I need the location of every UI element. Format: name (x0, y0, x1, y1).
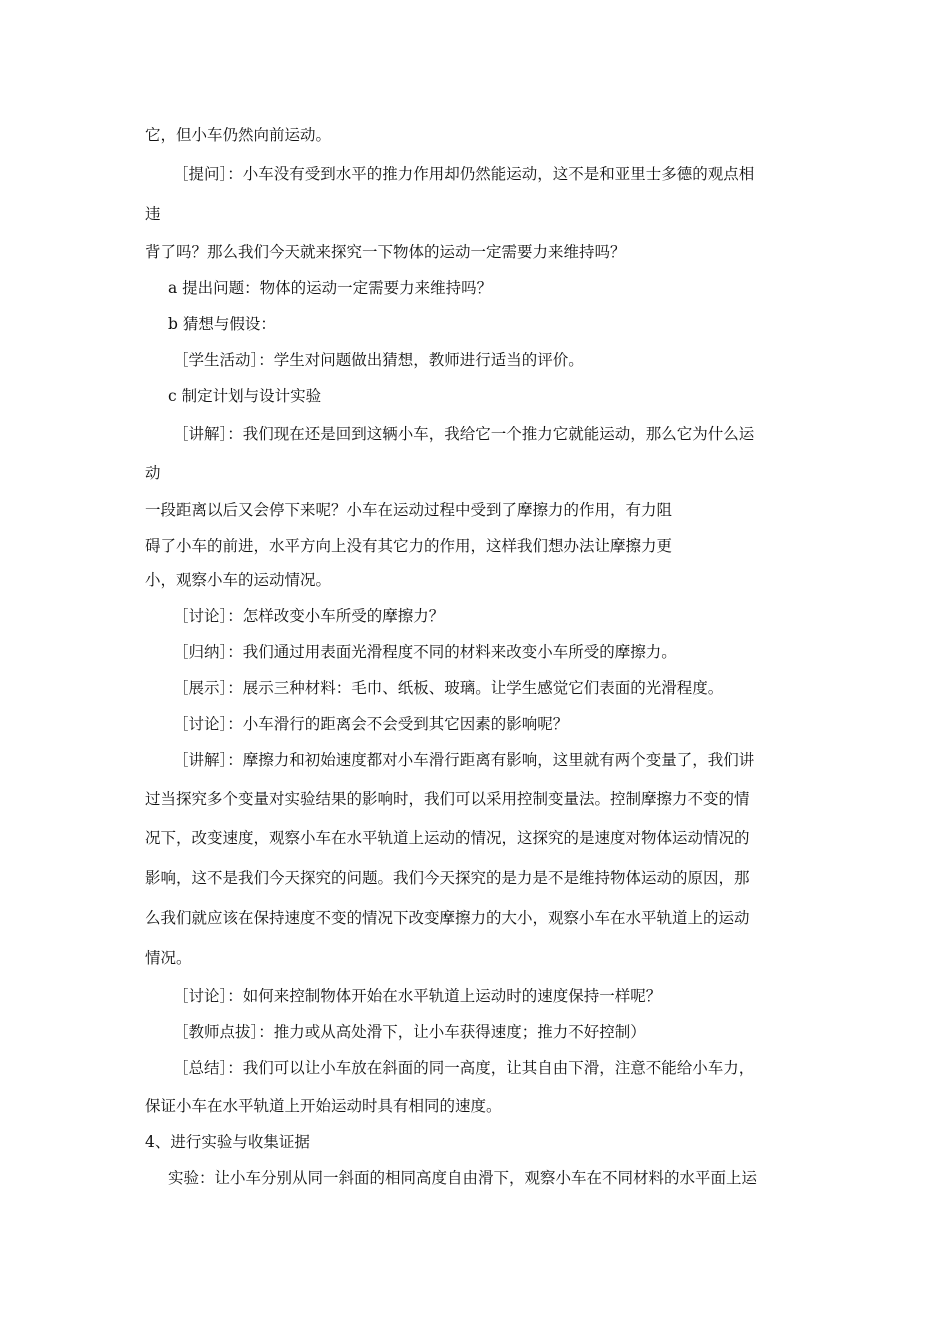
text-line: 小，观察小车的运动情况。 (145, 571, 332, 589)
text-line: ［讨论］：怎样改变小车所受的摩擦力？ (173, 607, 445, 625)
text-line: c 制定计划与设计实验 (168, 387, 322, 405)
section-heading: 4、进行实验与收集证据 (145, 1133, 310, 1151)
text-line: ［学生活动］：学生对问题做出猜想，教师进行适当的评价。 (173, 351, 584, 369)
text-line: 么我们就应该在保持速度不变的情况下改变摩擦力的大小，观察小车在水平轨道上的运动 (145, 909, 750, 927)
text-line: 背了吗？那么我们今天就来探究一下物体的运动一定需要力来维持吗？ (145, 243, 626, 261)
text-line: ［讨论］：如何来控制物体开始在水平轨道上运动时的速度保持一样呢？ (173, 987, 662, 1005)
text-line: ［教师点拔］：推力或从高处滑下，让小车获得速度；推力不好控制） (173, 1023, 646, 1041)
text-line: ［讲解］：摩擦力和初始速度都对小车滑行距离有影响，这里就有两个变量了，我们讲 (173, 751, 755, 769)
text-line: 情况。 (145, 949, 192, 967)
text-line: 过当探究多个变量对实验结果的影响时，我们可以采用控制变量法。控制摩擦力不变的情 (145, 790, 750, 808)
text-line: 它，但小车仍然向前运动。 (145, 126, 332, 144)
text-line: 动 (145, 464, 161, 482)
text-line: 影响，这不是我们今天探究的问题。我们今天探究的是力是不是维持物体运动的原因，那 (145, 869, 750, 887)
text-line: b 猜想与假设： (168, 315, 276, 333)
text-line: 违 (145, 205, 161, 223)
text-line: 实验：让小车分别从同一斜面的相同高度自由滑下，观察小车在不同材料的水平面上运 (168, 1169, 758, 1187)
text-line: 一段距离以后又会停下来呢？小车在运动过程中受到了摩擦力的作用，有力阻 (145, 501, 673, 519)
text-line: a 提出问题：物体的运动一定需要力来维持吗？ (168, 279, 493, 297)
text-line: 保证小车在水平轨道上开始运动时具有相同的速度。 (145, 1097, 502, 1115)
text-line: ［提问］：小车没有受到水平的推力作用却仍然能运动，这不是和亚里士多德的观点相 (173, 165, 755, 183)
text-line: 碍了小车的前进，水平方向上没有其它力的作用，这样我们想办法让摩擦力更 (145, 537, 673, 555)
text-line: 况下，改变速度，观察小车在水平轨道上运动的情况，这探究的是速度对物体运动情况的 (145, 829, 750, 847)
text-line: ［总结］：我们可以让小车放在斜面的同一高度，让其自由下滑，注意不能给小车力， (173, 1059, 755, 1077)
text-line: ［展示］：展示三种材料：毛巾、纸板、玻璃。让学生感觉它们表面的光滑程度。 (173, 679, 724, 697)
text-line: ［归纳］：我们通过用表面光滑程度不同的材料来改变小车所受的摩擦力。 (173, 643, 677, 661)
text-line: ［讲解］：我们现在还是回到这辆小车，我给它一个推力它就能运动，那么它为什么运 (173, 425, 755, 443)
text-line: ［讨论］：小车滑行的距离会不会受到其它因素的影响呢？ (173, 715, 569, 733)
